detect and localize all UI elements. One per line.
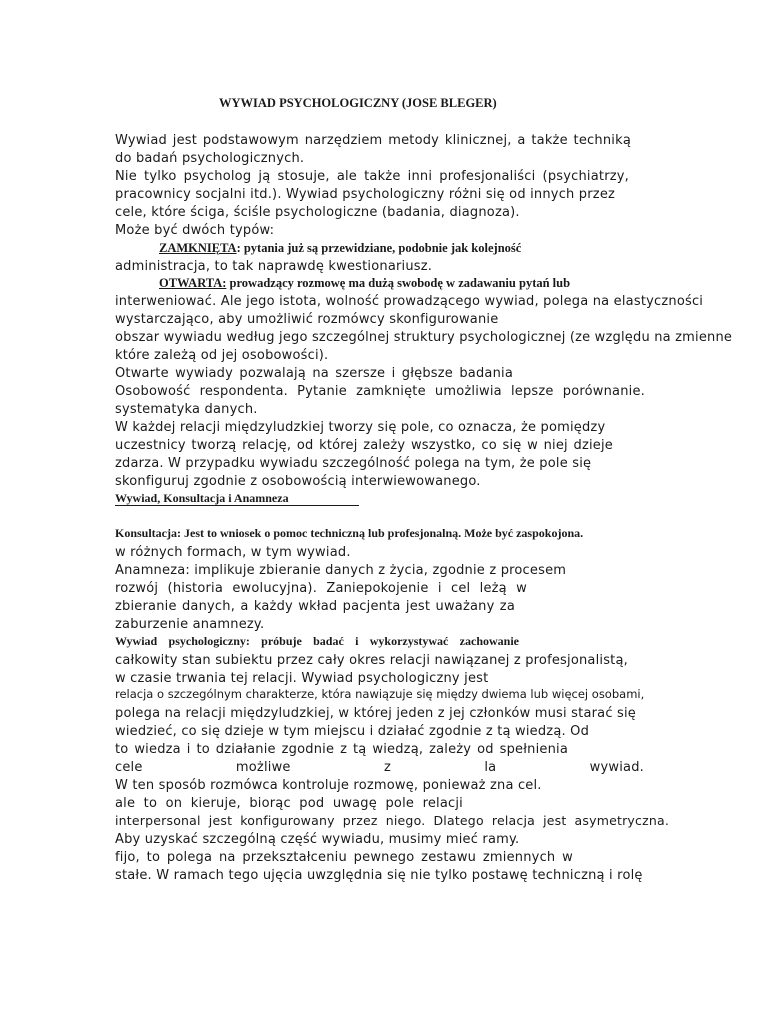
paragraph-line: obszar wywiadu według jego szczególnej struktury psychologicznej (ze względu na zmienne: [115, 330, 733, 345]
paragraph-line: Otwarte wywiady pozwalają na szersze i głębsze badania: [115, 366, 513, 381]
paragraph-line: W ten sposób rozmówca kontroluje rozmowę, ponieważ zna cel.: [115, 778, 542, 793]
paragraph-line: fijo, to polega na przekształceniu pewnego zestawu zmiennych w: [115, 850, 573, 865]
bullet-term-open: OTWARTA:: [159, 276, 227, 290]
paragraph-line: wiedzieć, co się dzieje w tym miejscu i działać zgodnie z tą wiedzą. Od: [115, 724, 590, 739]
paragraph-line: administracja, to tak naprawdę kwestionariusz.: [115, 259, 433, 274]
paragraph-line: w różnych formach, w tym wywiad.: [115, 545, 351, 560]
paragraph-line: uczestnicy tworzą relację, od której zależy wszystko, co się w niej dzieje: [115, 438, 613, 453]
paragraph-line: zaburzenie anamnezy.: [115, 617, 265, 632]
paragraph-line: cele, które ściga, ściśle psychologiczne (badania, diagnoza).: [115, 205, 520, 220]
paragraph-line: relacja o szczególnym charakterze, która nawiązuje się między dwiema lub więcej osobami,: [115, 687, 645, 701]
bullet-item-closed: [159, 242, 521, 255]
paragraph-line: cele możliwe z la wywiad.: [115, 760, 644, 775]
paragraph-line: zbieranie danych, a każdy wkład pacjenta jest uważany za: [115, 599, 515, 614]
paragraph-line: to wiedza i to działanie zgodnie z tą wiedzą, zależy od spełnienia: [115, 742, 568, 757]
paragraph-line: skonfiguruj zgodnie z osobowością interwiewowanego.: [115, 474, 481, 489]
paragraph-line: W każdej relacji międzyludzkiej tworzy się pole, co oznacza, że pomiędzy: [115, 420, 606, 435]
paragraph-line: Może być dwóch typów:: [115, 223, 275, 238]
bullet-item-open: [159, 277, 570, 290]
paragraph-line: rozwój (historia ewolucyjna). Zaniepokojenie i cel leżą w: [115, 581, 527, 596]
paragraph-line: Nie tylko psycholog ją stosuje, ale także inni profesjonaliści (psychiatrzy,: [115, 169, 629, 184]
section-heading-underline: [115, 505, 359, 506]
consultation-heading: Konsultacja: Jest to wniosek o pomoc techniczną lub profesjonalną. Może być zaspokojona.: [115, 526, 584, 540]
paragraph-line: Anamneza: implikuje zbieranie danych z życia, zgodnie z procesem: [115, 563, 567, 578]
bullet-text-closed: : pytania już są przewidziane, podobnie jak kolejność: [236, 241, 522, 255]
paragraph-line: interpersonal jest konfigurowany przez niego. Dlatego relacja jest asymetryczna.: [115, 813, 669, 828]
paragraph-line: do badań psychologicznych.: [115, 151, 305, 166]
paragraph-line: Wywiad jest podstawowym narzędziem metody klinicznej, a także techniką: [115, 133, 631, 148]
paragraph-line: pracownicy socjalni itd.). Wywiad psychologiczny różni się od innych przez: [115, 187, 616, 202]
paragraph-line: stałe. W ramach tego ujęcia uwzględnia się nie tylko postawę techniczną i rolę: [115, 868, 643, 883]
bullet-text-open: prowadzący rozmowę ma dużą swobodę w zadawaniu pytań lub: [226, 276, 571, 290]
paragraph-line: Aby uzyskać szczególną część wywiadu, musimy mieć ramy.: [115, 832, 520, 847]
paragraph-line: wystarczająco, aby umożliwić rozmówcy skonfigurowanie: [115, 312, 499, 327]
paragraph-line: ale to on kieruje, biorąc pod uwagę pole relacji: [115, 796, 463, 811]
paragraph-line: całkowity stan subiektu przez cały okres relacji nawiązanej z profesjonalistą,: [115, 653, 628, 668]
paragraph-line: zdarza. W przypadku wywiadu szczególność polega na tym, że pole się: [115, 456, 592, 471]
section-heading: Wywiad, Konsultacja i Anamneza: [115, 491, 289, 505]
bullet-term-closed: ZAMKNIĘTA: [159, 241, 237, 255]
document-title: WYWIAD PSYCHOLOGICZNY (JOSE BLEGER): [219, 96, 497, 110]
paragraph-line: Osobowość respondenta. Pytanie zamknięte umożliwia lepsze porównanie.: [115, 384, 645, 399]
paragraph-line: polega na relacji międzyludzkiej, w której jeden z jej członków musi starać się: [115, 706, 636, 721]
paragraph-line: interweniować. Ale jego istota, wolność prowadzącego wywiad, polega na elastyczności: [115, 294, 704, 309]
paragraph-line: które zależą od jej osobowości).: [115, 348, 329, 363]
paragraph-line: w czasie trwania tej relacji. Wywiad psychologiczny jest: [115, 671, 489, 686]
paragraph-line: systematyka danych.: [115, 402, 258, 417]
interview-heading: Wywiad psychologiczny: próbuje badać i wykorzystywać zachowanie: [115, 634, 519, 648]
